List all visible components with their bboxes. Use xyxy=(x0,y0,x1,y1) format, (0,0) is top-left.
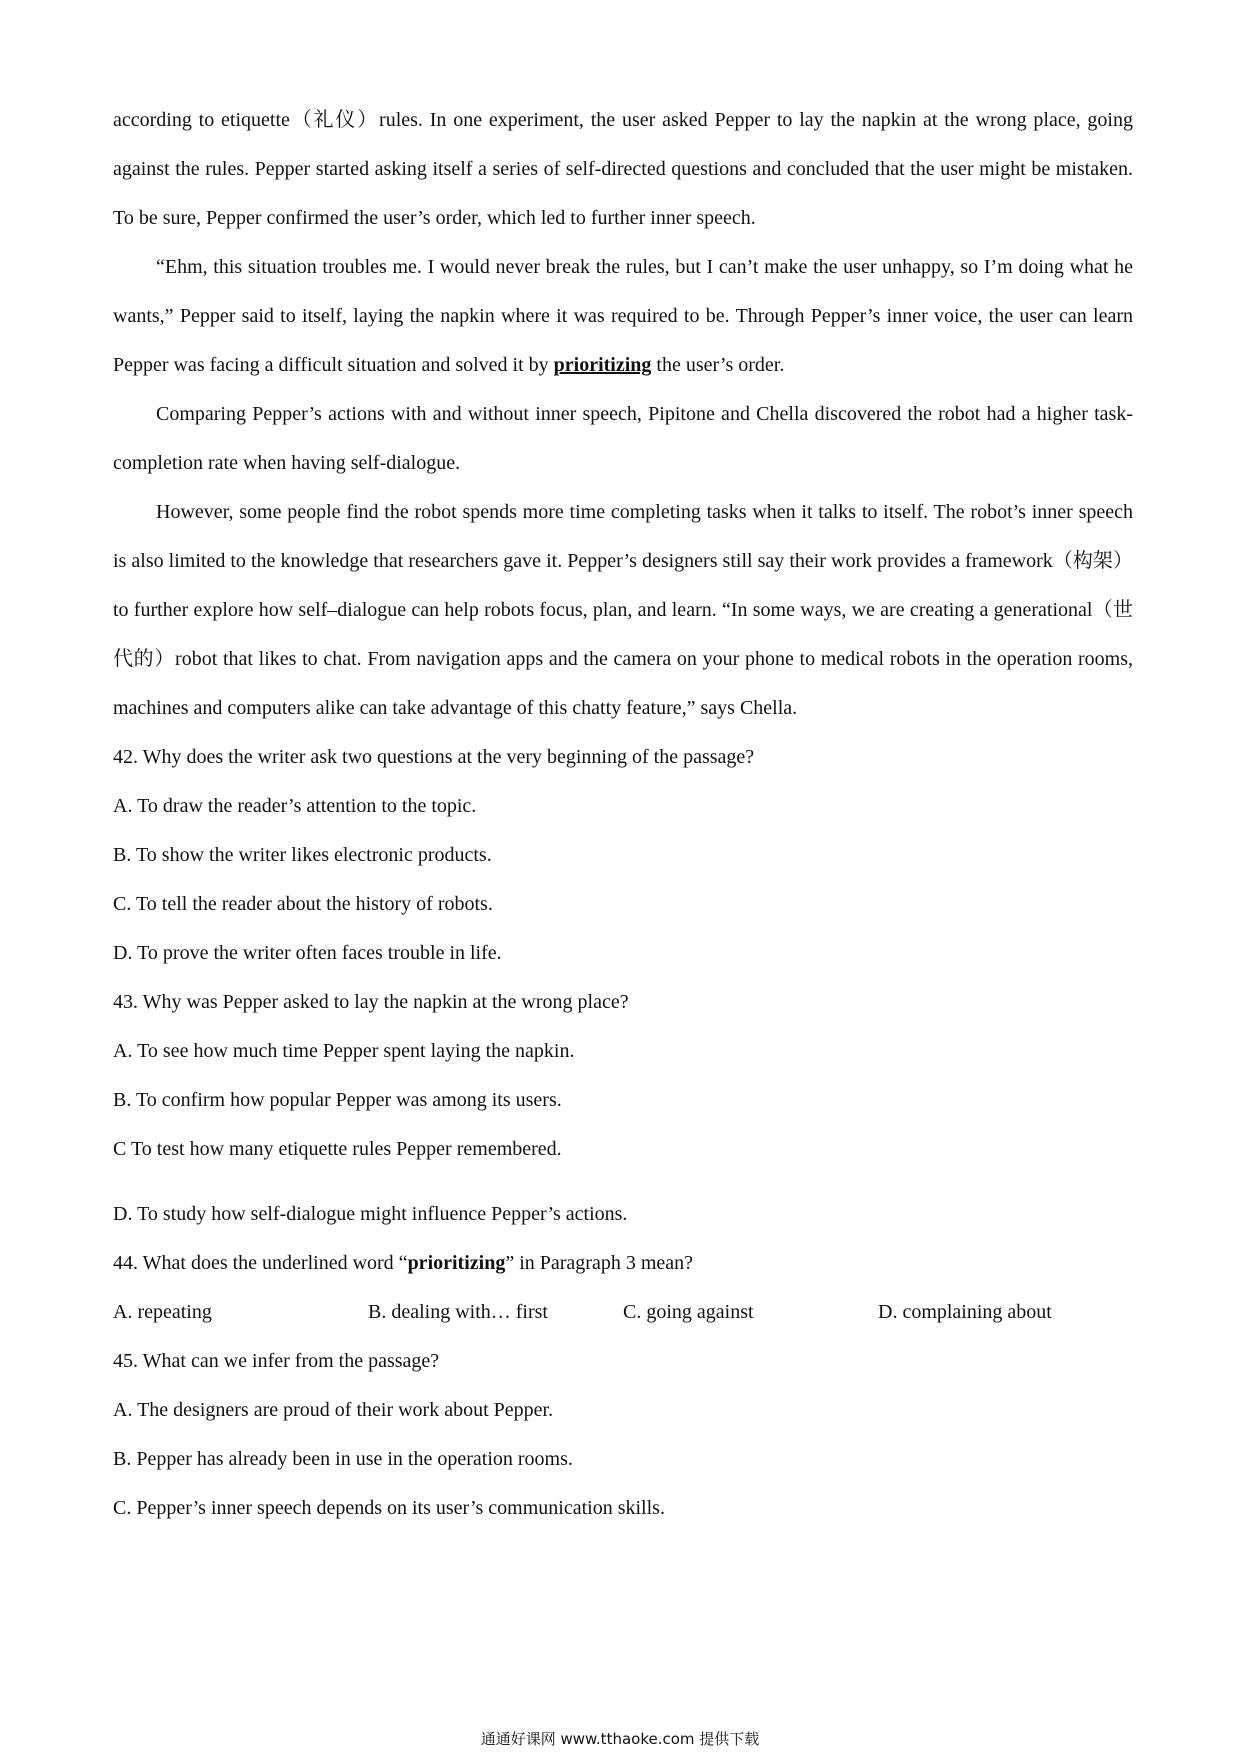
question-44-option-a: A. repeating xyxy=(113,1301,212,1323)
question-43-option-c: C To test how many etiquette rules Pepper remembered. xyxy=(113,1138,562,1160)
paragraph-2-text-before: “Ehm, this situation troubles me. I would never break the rules, but I can’t make the user unhappy, so I’m doing what he wants,” Pepper said to itself, laying the napkin where it was required to be. Through Pepper’s inner voice, the user can learn Pepper was facing a difficult situation and solved it by xyxy=(113,256,1133,376)
question-44-keyword: prioritizing xyxy=(407,1252,506,1274)
underlined-word-prioritizing: prioritizing xyxy=(553,354,652,376)
question-45-option-b: B. Pepper has already been in use in the operation rooms. xyxy=(113,1448,573,1470)
question-45-option-a: A. The designers are proud of their work about Pepper. xyxy=(113,1399,554,1421)
question-42-option-d: D. To prove the writer often faces trouble in life. xyxy=(113,942,502,964)
paragraph-2 xyxy=(113,243,1133,390)
question-44-option-b: B. dealing with… first xyxy=(368,1301,548,1323)
question-44-stem-after: ” in Paragraph 3 mean? xyxy=(505,1252,694,1274)
question-43-option-a: A. To see how much time Pepper spent laying the napkin. xyxy=(113,1040,575,1062)
page-footer: 通通好课网 www.tthaoke.com 提供下载 xyxy=(480,1730,760,1748)
question-43-option-d: D. To study how self-dialogue might influence Pepper’s actions. xyxy=(113,1203,628,1225)
question-42-option-c: C. To tell the reader about the history of robots. xyxy=(113,893,493,915)
question-43-option-b: B. To confirm how popular Pepper was among its users. xyxy=(113,1089,562,1111)
question-44-options xyxy=(113,1288,1133,1337)
paragraph-4: However, some people find the robot spends more time completing tasks when it talks to itself. The robot’s inner speech is also limited to the knowledge that researchers gave it. Pepper’s designers still say their work provides a framework（构架）to further explore how self–dialogue can help robots focus, plan, and learn. “In some ways, we are creating a generational（世代的）robot that likes to chat. From navigation apps and the camera on your phone to medical robots in the operation rooms, machines and computers alike can take advantage of this chatty feature,” says Chella. xyxy=(113,501,1133,719)
question-45-stem: 45. What can we infer from the passage? xyxy=(113,1350,440,1372)
question-42-option-a: A. To draw the reader’s attention to the topic. xyxy=(113,795,477,817)
question-42-stem: 42. Why does the writer ask two questions at the very beginning of the passage? xyxy=(113,746,755,768)
paragraph-3: Comparing Pepper’s actions with and without inner speech, Pipitone and Chella discovered the robot had a higher task-completion rate when having self-dialogue. xyxy=(113,403,1133,474)
document-body xyxy=(113,96,1133,1533)
question-44-stem xyxy=(113,1239,1133,1288)
paragraph-1: according to etiquette（礼仪）rules. In one experiment, the user asked Pepper to lay the napkin at the wrong place, going against the rules. Pepper started asking itself a series of self-directed questions and concluded that the user might be mistaken. To be sure, Pepper confirmed the user’s order, which led to further inner speech. xyxy=(113,109,1133,229)
question-44-option-d: D. complaining about xyxy=(878,1301,1052,1323)
question-45-option-c: C. Pepper’s inner speech depends on its user’s communication skills. xyxy=(113,1497,665,1519)
question-44-option-c: C. going against xyxy=(623,1301,754,1323)
question-44-stem-before: 44. What does the underlined word “ xyxy=(113,1252,408,1274)
question-43-stem: 43. Why was Pepper asked to lay the napkin at the wrong place? xyxy=(113,991,629,1013)
question-42-option-b: B. To show the writer likes electronic products. xyxy=(113,844,492,866)
paragraph-2-text-after: the user’s order. xyxy=(651,354,785,376)
